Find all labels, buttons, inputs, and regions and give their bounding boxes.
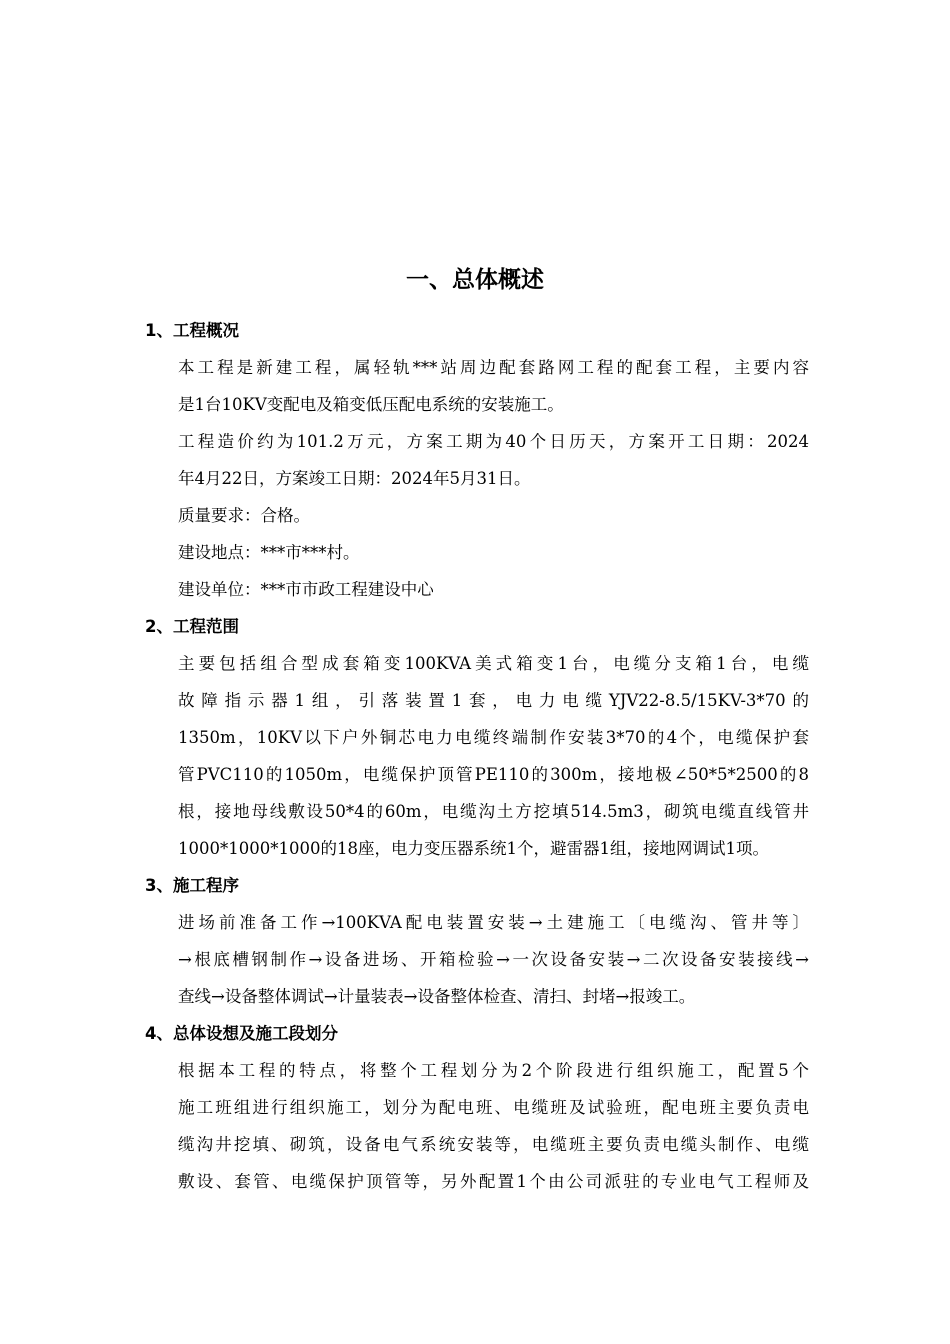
text-line: 1000*1000*1000的18座，电力变压器系统1个，避雷器1组，接地网调试1项。	[178, 839, 769, 858]
text-line: 建设地点：***市***村。	[178, 543, 360, 562]
paragraph-quality	[145, 497, 809, 534]
paragraph-plan	[145, 1052, 809, 1200]
text-line: 质量要求：合格。	[178, 506, 310, 525]
section-heading-4: 4、总体设想及施工段划分	[145, 1024, 338, 1043]
section-heading-1: 1、工程概况	[145, 321, 239, 340]
text-line: 缆沟井挖填、砌筑，设备电气系统安装等，电缆班主要负责电缆头制作、电缆	[178, 1135, 809, 1154]
text-line: 1350m，10KV以下户外铜芯电力电缆终端制作安装3*70的4个，电缆保护套	[178, 728, 809, 747]
document-body	[145, 312, 809, 1200]
section-heading-2: 2、工程范围	[145, 617, 239, 636]
text-line: 年4月22日，方案竣工日期：2024年5月31日。	[178, 469, 531, 488]
text-line: 工程造价约为101.2万元，方案工期为40个日历天，方案开工日期：2024	[178, 432, 809, 451]
paragraph-procedure	[145, 904, 809, 1015]
section-heading-3: 3、施工程序	[145, 876, 239, 895]
text-line: 根据本工程的特点，将整个工程划分为2个阶段进行组织施工，配置5个	[178, 1061, 809, 1080]
paragraph-owner	[145, 571, 809, 608]
text-line: 查线→设备整体调试→计量装表→设备整体检查、清扫、封堵→报竣工。	[178, 987, 696, 1006]
paragraph-overview-2	[145, 423, 809, 497]
text-line: 主要包括组合型成套箱变100KVA美式箱变1台，电缆分支箱1台，电缆	[178, 654, 809, 673]
text-line: 建设单位：***市市政工程建设中心	[178, 580, 434, 599]
text-line: 本工程是新建工程，属轻轨***站周边配套路网工程的配套工程，主要内容	[178, 358, 809, 377]
text-line: →根底槽钢制作→设备进场、开箱检验→一次设备安装→二次设备安装接线→	[178, 950, 809, 969]
text-line: 根，接地母线敷设50*4的60m，电缆沟土方挖填514.5m3，砌筑电缆直线管井	[178, 802, 809, 821]
text-line: 故障指示器1组，引落装置1套，电力电缆YJV22-8.5/15KV-3*70的	[178, 691, 809, 710]
paragraph-scope	[145, 645, 809, 867]
paragraph-location	[145, 534, 809, 571]
text-line: 是1台10KV变配电及箱变低压配电系统的安装施工。	[178, 395, 564, 414]
text-line: 施工班组进行组织施工，划分为配电班、电缆班及试验班，配电班主要负责电	[178, 1098, 809, 1117]
text-line: 管PVC110的1050m，电缆保护顶管PE110的300m，接地极∠50*5*2500的8	[178, 765, 809, 784]
page-title: 一、总体概述	[406, 267, 544, 293]
text-line: 敷设、套管、电缆保护顶管等，另外配置1个由公司派驻的专业电气工程师及	[178, 1172, 809, 1191]
text-line: 进场前准备工作→100KVA配电装置安装→土建施工〔电缆沟、管井等〕	[178, 913, 809, 932]
paragraph-overview-1	[145, 349, 809, 423]
